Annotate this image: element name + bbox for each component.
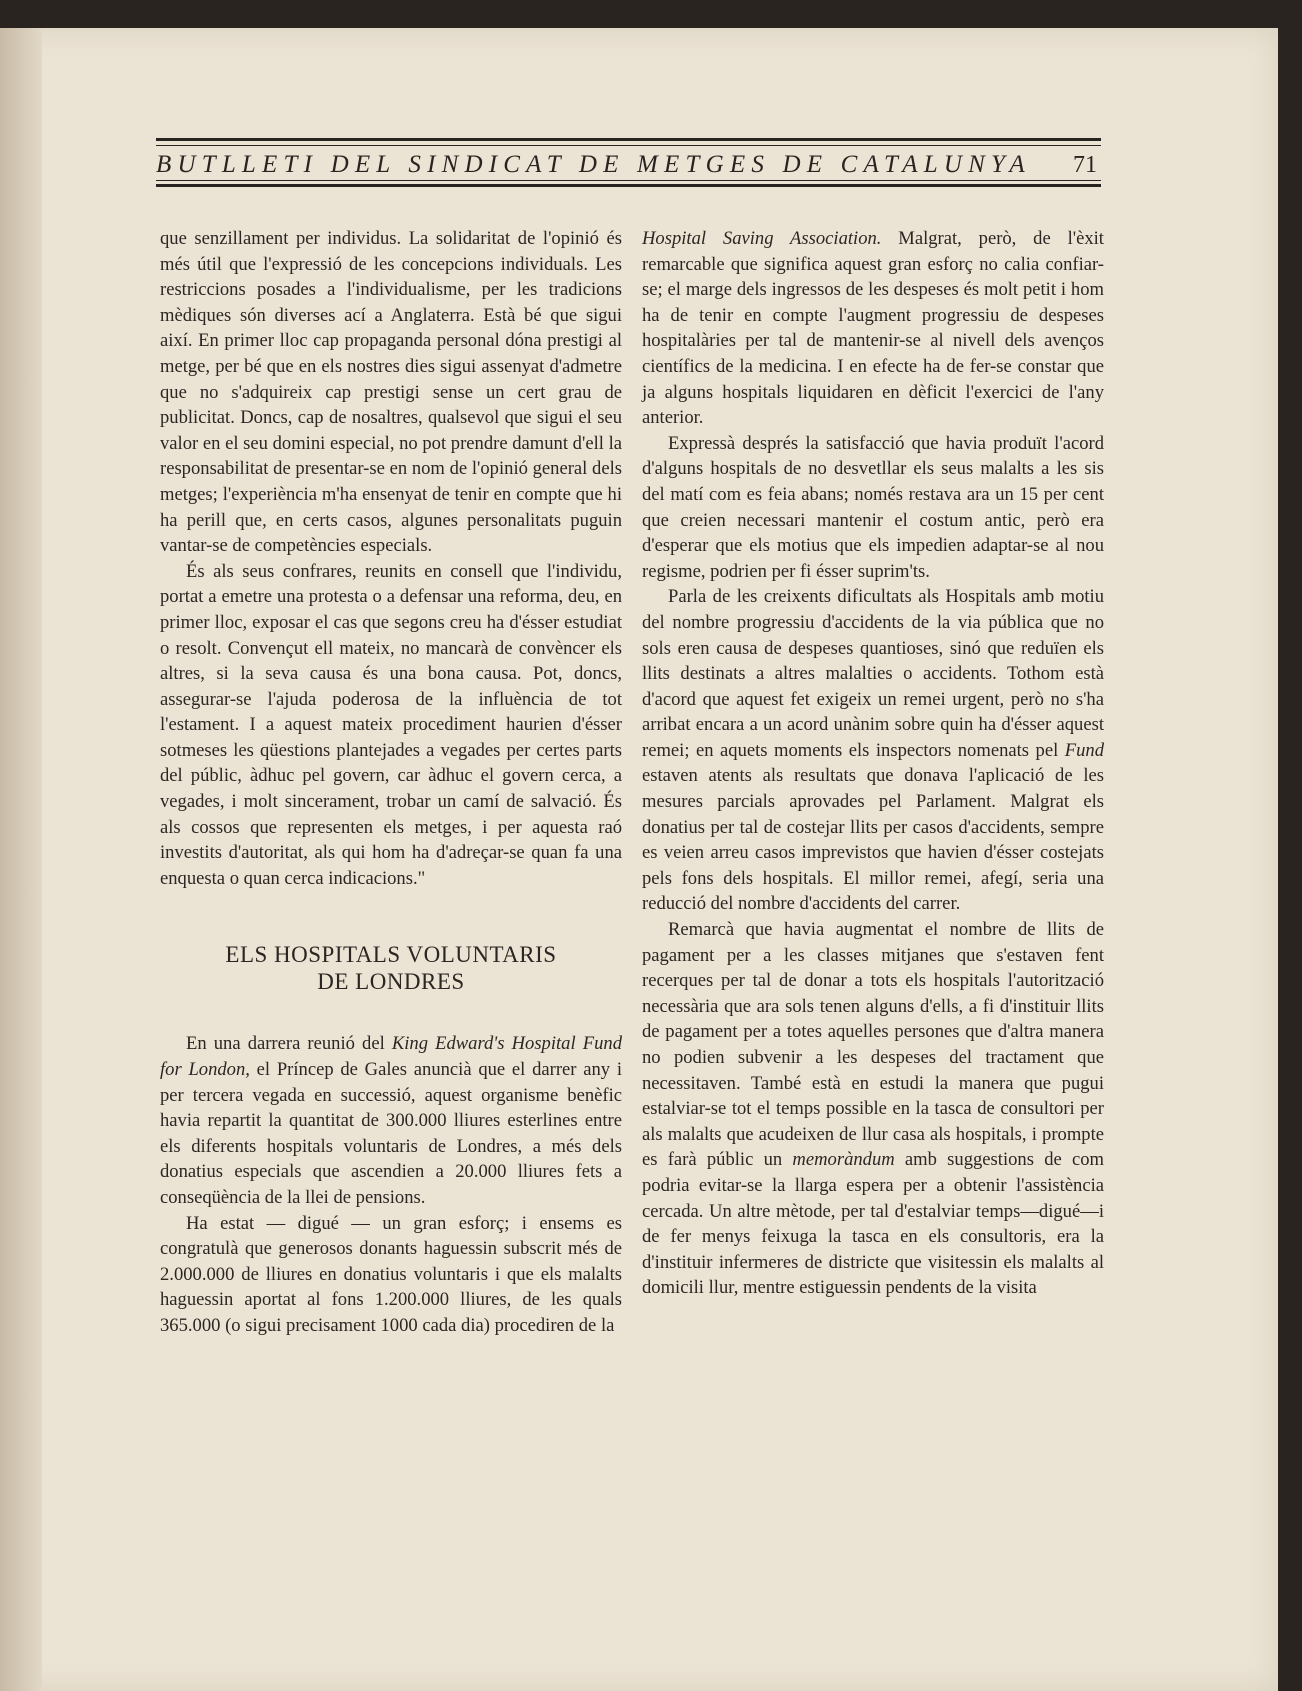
section-heading <box>160 941 622 995</box>
page-gutter-edge <box>0 28 42 1691</box>
right-paragraph-2: Expressà després la satisfacció que havia produït l'acord d'alguns hospitals de no desvetllar els seus malalts a les sis del matí com es feia abans; només restava ara un 15 per cent que creien necessari mantenir el costum antic, però era d'esperar que els motius que els impedien adaptar-se al nou regisme, podrien per fi ésser suprim'ts. <box>642 432 1104 582</box>
right-paragraph-4-start: Remarcà que havia augmentat el nombre de llits de pagament per a les classes mitjanes que s'estaven fent recerques per tal de donar a tots els hospitals l'autorització necessària que ara sols tenen alguns d'ells, a fi d'instituir llits de pagament per a totes aquelles persones que d'altra manera no podien subvenir a les despeses del tractament que necessitaven. També està en estudi la manera que pugui estalviar-se tot el temps possible en la tasca de consultori per als malalts que acudeixen de llur casa als hospitals, i prompte es farà públic un <box>642 919 1104 1171</box>
right-paragraph-4 <box>642 917 1104 1301</box>
right-paragraph-4-end: amb suggestions de com podria evitar-se la llarga espera per a obtenir l'assistència cercada. Un altre mètode, per tal d'estalviar temps—digué—i de fer menys feixuga la tasca en els consultoris, era la d'instituir infermeres de districte que visitessin els malalts al domicili llur, mentre estiguessin pendents de la visita <box>642 1149 1104 1299</box>
header-rule-top-thick <box>156 138 1101 141</box>
left-paragraph-3-end: el Príncep de Gales anuncià que el darrer any i per tercera vegada en successió, aquest organisme benèfic havia repartit la quantitat de 300.000 lliures esterlines entre els diferents hospitals voluntaris de Londres, a més dels donatius especials que ascendien a 20.000 lliures fets a conseqüència de la llei de pensions. <box>160 1059 622 1208</box>
left-paragraph-2: És als seus confrares, reunits en consell que l'individu, portat a emetre una protesta o a defensar una reforma, deu, en primer lloc, exposar el cas que segons creu ha d'ésser estudiat o resolt. Convençut ell mateix, no mancarà de convèncer els altres, si la seva causa és una bona causa. Pot, doncs, assegurar-se l'ajuda poderosa de la influència de tot l'estament. I a aquest mateix procediment haurien d'ésser sotmeses les qüestions plantejades a vegades per certes parts del públic, àdhuc pel govern, car àdhuc el govern cerca, a vegades, i molt sincerament, trobar un camí de salvació. És als cossos que representen els metges, i per aquesta raó investits d'autoritat, als qui hom ha d'adreçar-se quan fa una enquesta o quan cerca indicacions." <box>160 560 622 889</box>
section-heading-line-2: DE LONDRES <box>317 969 465 995</box>
fund-name-italic: King Edward's Hospital Fund for London, <box>160 1033 622 1081</box>
memorandum-italic: memoràndum <box>792 1149 895 1171</box>
left-paragraph-3 <box>160 1031 622 1210</box>
section-heading-line-1: ELS HOSPITALS VOLUNTARIS <box>225 942 557 968</box>
right-paragraph-1-rest: Malgrat, però, de l'èxit remarcable que significa aquest gran esforç no calia confiar-se; el marge dels ingressos de les despeses és molt petit i hom ha de tenir en compte l'augment progressiu de despeses hospitalàries per tal de mantenir-se al nivell dels avenços científics de la medicina. I en efecte ha de fer-se constar que ja alguns hospitals liquidaren en dèficit l'exercici de l'any anterior. <box>642 228 1104 429</box>
left-paragraph-1: que senzillament per individus. La solidaritat de l'opinió és més útil que l'expressió de les concepcions individuals. Les restriccions posades a l'individualisme, per les tradicions mèdiques són diverses ací a Anglaterra. Està bé que sigui així. En primer lloc cap propaganda personal dóna prestigi al metge, per bé que en els nostres dies sigui assenyat d'admetre que no s'adquireix cap prestigi sense un cert grau de publicitat. Doncs, cap de nosaltres, qualsevol que sigui el seu valor en el seu domini especial, no pot prendre damunt d'ell la responsabilitat de presentar-se en nom de l'opinió general dels metges; l'experiència m'ha ensenyat de tenir en compte que hi ha perill que, en certs casos, algunes personalitats puguin vantar-se de competències especials. <box>160 228 622 557</box>
fund-italic: Fund <box>1064 739 1104 761</box>
left-column <box>160 226 622 1339</box>
right-column <box>642 226 1104 1301</box>
header-rule-bottom-thick <box>156 184 1101 187</box>
header-rule-top-thin <box>156 145 1101 146</box>
right-paragraph-3 <box>642 584 1104 917</box>
right-paragraph-3-end: estaven atents als resultats que donava l'aplicació de les mesures parcials aprovades pel Parlament. Malgrat els donatius per tal de costejar llits per casos d'accidents, sempre es veien arreu casos imprevistos que havien d'ésser costejats pels fons dels hospitals. El millor remei, afegí, seria una reducció del nombre d'accidents del carrer. <box>642 765 1104 915</box>
page-number: 71 <box>1073 151 1097 178</box>
association-name-italic: Hospital Saving Association. <box>642 228 882 249</box>
journal-title: BUTLLETI DEL SINDICAT DE METGES DE CATALUNYA <box>156 151 1031 178</box>
running-head <box>156 151 1101 179</box>
left-paragraph-3-start: En una darrera reunió del <box>186 1033 392 1055</box>
left-paragraph-4: Ha estat — digué — un gran esforç; i ensems es congratulà que generosos donants haguessin subscrit més de 2.000.000 de lliures en donatius voluntaris i que els malalts haguessin aportat al fons 1.200.000 lliures, de les quals 365.000 (o sigui precisament 1000 cada dia) procediren de la <box>160 1212 622 1336</box>
right-paragraph-3-start: Parla de les creixents dificultats als Hospitals amb motiu del nombre progressiu d'accidents de la via pública que no sols eren causa de despeses quantioses, sinó que reduïen els llits destinats a altres malalties o accidents. Tothom està d'acord que aquest fet exigeix un remei urgent, però no s'ha arribat encara a un acord unànim sobre quin ha d'ésser aquest remei; en aquets moments els inspectors nomenats pel <box>642 586 1104 761</box>
header-rule-bottom-thin <box>156 180 1101 181</box>
right-paragraph-1 <box>642 226 1104 431</box>
